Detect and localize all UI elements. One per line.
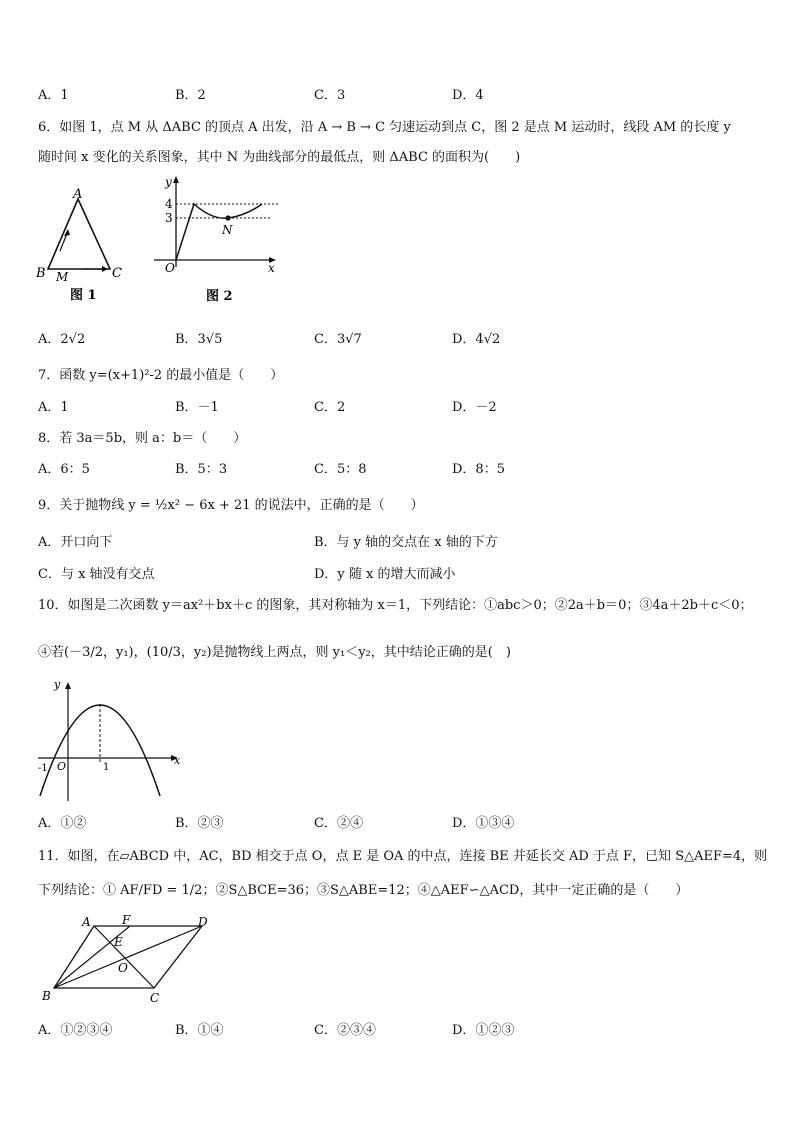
q11-option-c: C．②③④ [314, 1023, 376, 1038]
label-b: B [42, 989, 51, 1003]
q7-stem: 7．函数 y=(x+1)²-2 的最小值是（ ） [38, 368, 284, 383]
q5-option-b: B．2 [175, 88, 206, 103]
q8-options [38, 458, 778, 478]
label-o: O [165, 261, 175, 275]
q10-option-d: D．①③④ [452, 816, 515, 831]
label-a: A [73, 187, 83, 202]
label-minus1: -1 [38, 763, 48, 774]
q11-options [38, 1019, 778, 1039]
triangle-abc [48, 199, 110, 269]
q5-option-c: C．3 [314, 88, 346, 103]
q10-option-c: C．②④ [314, 816, 363, 831]
q6-line2: 随时间 x 变化的关系图象，其中 N 为曲线部分的最低点，则 ΔABC 的面积为( ) [38, 150, 521, 165]
label-n: N [222, 223, 233, 237]
tick-3: 3 [165, 211, 173, 225]
am-curve [176, 204, 262, 260]
q10-option-b: B．②③ [175, 816, 224, 831]
q7-option-c: C．2 [314, 400, 346, 415]
q11-line1: 11．如图，在▱ABCD 中，AC，BD 相交于点 O，点 E 是 OA 的中点，连接 BE 并延长交 AD 于点 F，已知 S△AEF=4，则 [38, 849, 768, 864]
y-axis-arrow [173, 176, 179, 183]
label-m: M [56, 270, 69, 284]
q10-options [38, 812, 778, 832]
label-b: B [36, 266, 46, 281]
label-a: A [82, 915, 91, 929]
q11-option-b: B．①④ [175, 1023, 224, 1038]
q8-option-a: A．6：5 [38, 462, 90, 477]
q7-option-d: D．－2 [452, 400, 497, 415]
q6-figure1 [30, 185, 140, 305]
label-f: F [122, 913, 131, 927]
q6-option-d: D．4√2 [452, 332, 501, 347]
q6-line1: 6．如图 1，点 M 从 ΔABC 的顶点 A 出发，沿 A → B → C 匀速运动到点 C，图 2 是点 M 运动时，线段 AM 的长度 y [38, 120, 731, 135]
q5-option-a: A．1 [38, 88, 69, 103]
q9-stem: 9．关于抛物线 y = ½x² − 6x + 21 的说法中，正确的是（ ） [38, 498, 424, 513]
fig2-caption: 图 2 [206, 289, 233, 304]
y-axis-arrow [65, 682, 71, 689]
label-y: y [165, 175, 172, 189]
q9-options-row1 [38, 531, 778, 551]
q10-parabola-graph [32, 676, 192, 806]
label-e: E [114, 935, 123, 949]
label-y: y [54, 678, 61, 691]
diagonal-bd [54, 926, 202, 988]
label-c: C [150, 991, 160, 1005]
q11-option-d: D．①②③ [452, 1023, 515, 1038]
q7-option-a: A．1 [38, 400, 69, 415]
diagonal-ac [94, 926, 154, 988]
q6-option-c: C．3√7 [314, 332, 362, 347]
q6-option-b: B．3√5 [175, 332, 223, 347]
q10-line1: 10．如图是二次函数 y＝ax²＋bx＋c 的图象，其对称轴为 x＝1，下列结论：①abc＞0；②2a＋b＝0；③4a＋2b＋c＜0； [38, 598, 753, 613]
label-o: O [118, 961, 128, 975]
label-x: x [268, 261, 275, 275]
q8-option-d: D．8：5 [452, 462, 505, 477]
q9-option-c: C．与 x 轴没有交点 [38, 567, 155, 582]
q10-line2: ④若(－3/2，y₁)，(10/3，y₂)是抛物线上两点，则 y₁＜y₂，其中结论正确的是( ) [38, 645, 511, 660]
q9-option-d: D．y 随 x 的增大而减小 [314, 567, 456, 582]
q5-options [38, 84, 778, 104]
q9-option-b: B．与 y 轴的交点在 x 轴的下方 [314, 535, 498, 550]
q11-option-a: A．①②③④ [38, 1023, 113, 1038]
q8-option-b: B．5：3 [175, 462, 228, 477]
q8-stem: 8．若 3a＝5b，则 a：b＝（ ） [38, 431, 247, 446]
q7-option-b: B．－1 [175, 400, 219, 415]
fig1-caption: 图 1 [70, 288, 97, 303]
q7-options [38, 396, 778, 416]
label-x: x [174, 754, 181, 767]
q9-option-a: A．开口向下 [38, 535, 113, 550]
tick-4: 4 [165, 197, 173, 211]
label-d: D [198, 915, 208, 929]
q9-options-row2 [38, 563, 778, 583]
q11-parallelogram-figure [36, 912, 216, 1007]
q11-line2: 下列结论：① AF/FD = 1/2；②S△BCE=36；③S△ABE=12；④△AEF∽△ACD，其中一定正确的是（ ） [38, 883, 689, 898]
q6-figure2 [150, 172, 290, 307]
label-1: 1 [103, 762, 110, 773]
q8-option-c: C．5：8 [314, 462, 367, 477]
label-o: O [57, 760, 67, 773]
label-c: C [112, 266, 122, 281]
q6-option-a: A．2√2 [38, 332, 86, 347]
q10-option-a: A．①② [38, 816, 87, 831]
q5-option-d: D．4 [452, 88, 484, 103]
q6-options [38, 328, 778, 348]
arrowhead-bc [102, 266, 108, 272]
point-n [225, 215, 230, 220]
